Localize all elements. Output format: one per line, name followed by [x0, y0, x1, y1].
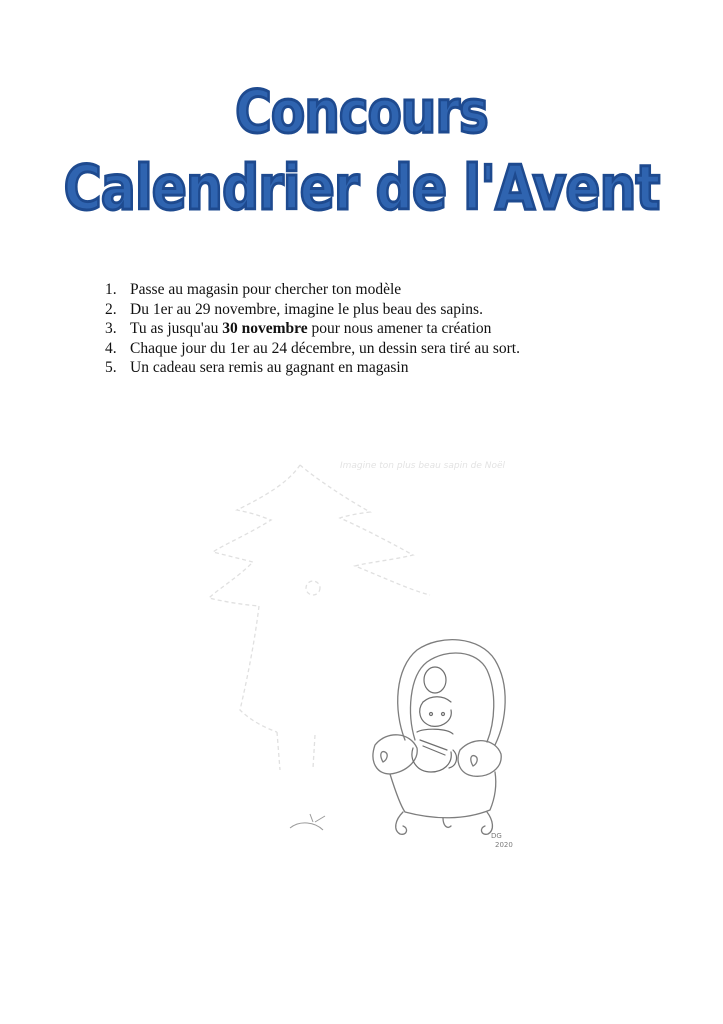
rule-text: Chaque jour du 1er au 24 décembre, un dessin sera tiré au sort. [130, 339, 520, 357]
artist-signature: DG [491, 832, 502, 840]
rule-item [105, 300, 520, 320]
armchair [373, 640, 505, 835]
rule-item [105, 358, 520, 378]
character [412, 667, 457, 772]
rules-list [105, 280, 520, 378]
rule-text-after: pour nous amener ta création [307, 320, 492, 337]
rule-number: 2. [105, 300, 117, 318]
artist-signature-year: 2020 [495, 841, 513, 849]
rule-item [105, 319, 520, 339]
rule-number: 5. [105, 359, 117, 376]
tree-roots [290, 814, 325, 830]
illustration-caption: Imagine ton plus beau sapin de Noël [340, 461, 506, 471]
rule-text: Du 1er au 29 novembre, imagine le plus beau des sapins. [130, 300, 483, 318]
rule-deadline: 30 novembre [222, 320, 308, 337]
rule-item [105, 280, 520, 300]
title-line-2: Calendrier de l'Avent [63, 153, 660, 225]
rule-text: Passe au magasin pour chercher ton modèle [130, 281, 402, 298]
title-line-1: Concours [235, 77, 488, 147]
rule-number: 3. [105, 320, 117, 337]
rule-text-before: Tu as jusqu'au [130, 320, 223, 337]
rule-number: 4. [105, 339, 117, 357]
rule-item [105, 339, 520, 359]
tree-outline [209, 465, 430, 770]
christmas-tree-illustration [195, 410, 525, 870]
rule-text: Un cadeau sera remis au gagnant en magasin [130, 359, 409, 376]
rule-number: 1. [105, 281, 117, 298]
